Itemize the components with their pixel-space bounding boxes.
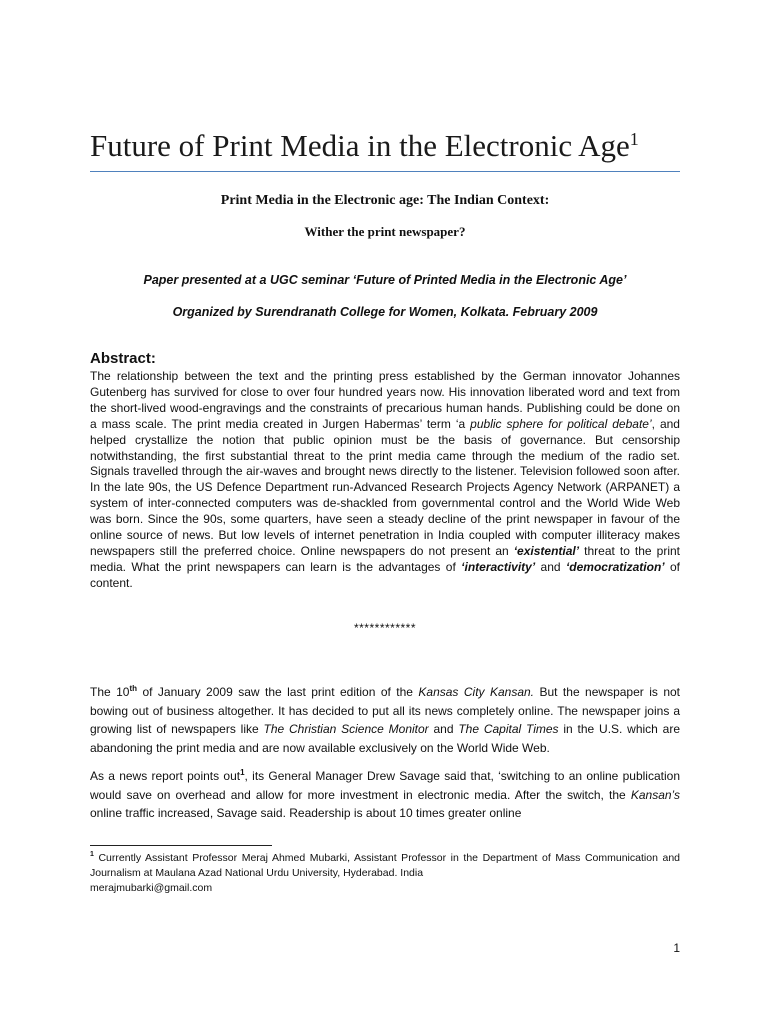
section-separator: ************ bbox=[353, 621, 417, 635]
footnote-email[interactable]: merajmubarki@gmail.com bbox=[90, 882, 213, 894]
presented-note: Paper presented at a UGC seminar ‘Future of Printed Media in the Electronic Age’ bbox=[143, 273, 627, 287]
subtitle: Print Media in the Electronic age: The Indian Context: bbox=[220, 193, 550, 208]
page-number: 1 bbox=[673, 941, 680, 955]
p1-italic-kansan: Kansas City Kansan. bbox=[418, 685, 535, 699]
abstract-emphasis-existential: ‘existential’ bbox=[513, 543, 580, 558]
title-text: Future of Print Media in the Electronic Age bbox=[90, 128, 630, 163]
p2-italic-kansans: Kansan’s bbox=[630, 787, 680, 802]
abstract-emphasis-democratization: ‘democratization’ bbox=[565, 559, 665, 574]
p2-text-b: , its General Manager Drew Savage said that, ‘switching to an online publication would save on overhead and allow for more investment in electronic media. After the switch, the bbox=[90, 769, 680, 802]
p1-text-c: But the newspaper is not bowing out of business altogether. It has decided to put all its news completely online. The newspaper joins a growing list of newspapers like bbox=[90, 685, 680, 736]
p1-superscript: th bbox=[129, 684, 138, 693]
body-paragraph-1 bbox=[90, 683, 680, 757]
footnote bbox=[90, 851, 680, 896]
title-footnote-mark: 1 bbox=[629, 129, 639, 149]
footnote-mark: 1 bbox=[90, 851, 94, 858]
abstract-emphasis-interactivity: ‘interactivity’ bbox=[461, 559, 536, 574]
organized-note: Organized by Surendranath College for Women, Kolkata. February 2009 bbox=[172, 305, 598, 319]
body-paragraph-2 bbox=[90, 767, 680, 823]
abstract-text-2: , and helped crystallize the notion that public opinion must be the basis of governance. But censorship notwithstanding, the first substantial threat to the print media came through the medium of the radio set. Signals travelled through the air-waves and brought news directly to the listener. Television followed soon after. In the late 90s, the US Defence Department run-Advanced Research Projects Agency Network (ARPANET) a system of inter-connected computers was de-shackled from governmental control and the World Wide Web was born. Since the 90s, some quarters, have seen a steady decline of the print newspaper in favour of the online source of news. But low levels of internet penetration in India coupled with computer illiteracy makes newspapers still the preferred choice. Online newspapers do not present an bbox=[90, 416, 680, 558]
p1-italic-monitor: The Christian Science Monitor bbox=[263, 722, 429, 736]
title-underline bbox=[90, 171, 680, 172]
sub-subtitle: Wither the print newspaper? bbox=[304, 224, 466, 239]
p1-text-d: and bbox=[428, 722, 459, 736]
abstract-heading: Abstract: bbox=[90, 350, 156, 367]
p2-footnote-ref: 1 bbox=[240, 768, 245, 777]
p1-text-b: of January 2009 saw the last print edition of the bbox=[137, 685, 419, 699]
abstract-text-1: The relationship between the text and the printing press established by the German innovator Johannes Gutenberg has survived for close to over four hundred years now. His innovation liberated word and text from the short-lived wood-engravings and the constraints of precarious human hands. Publishing could be done on a mass scale. The print media created in Jurgen Habermas’ term ‘a bbox=[90, 369, 680, 431]
abstract-paragraph bbox=[90, 369, 680, 592]
p1-text-a: The 10 bbox=[90, 685, 130, 699]
p2-text-a: As a news report points out bbox=[90, 769, 241, 783]
page-title bbox=[90, 126, 690, 166]
p1-italic-capital-times: The Capital Times bbox=[458, 722, 559, 736]
abstract-text-3: threat to the print media. What the print newspapers can learn is the advantages of bbox=[90, 543, 680, 574]
footnote-separator bbox=[90, 845, 272, 846]
footnote-text: Currently Assistant Professor Meraj Ahmed Mubarki, Assistant Professor in the Department of Mass Communication and Journalism at Maulana Azad National Urdu University, Hyderabad. India bbox=[90, 852, 680, 879]
p2-text-c: online traffic increased, Savage said. Readership is about 10 times greater online bbox=[90, 806, 522, 820]
abstract-italic-1: public sphere for political debate’ bbox=[470, 416, 652, 431]
p1-text-e: in the U.S. which are abandoning the print media and are now available exclusively on the World Wide Web. bbox=[90, 722, 681, 755]
abstract-text-5: of content. bbox=[90, 559, 680, 590]
abstract-text-4: and bbox=[535, 559, 566, 574]
